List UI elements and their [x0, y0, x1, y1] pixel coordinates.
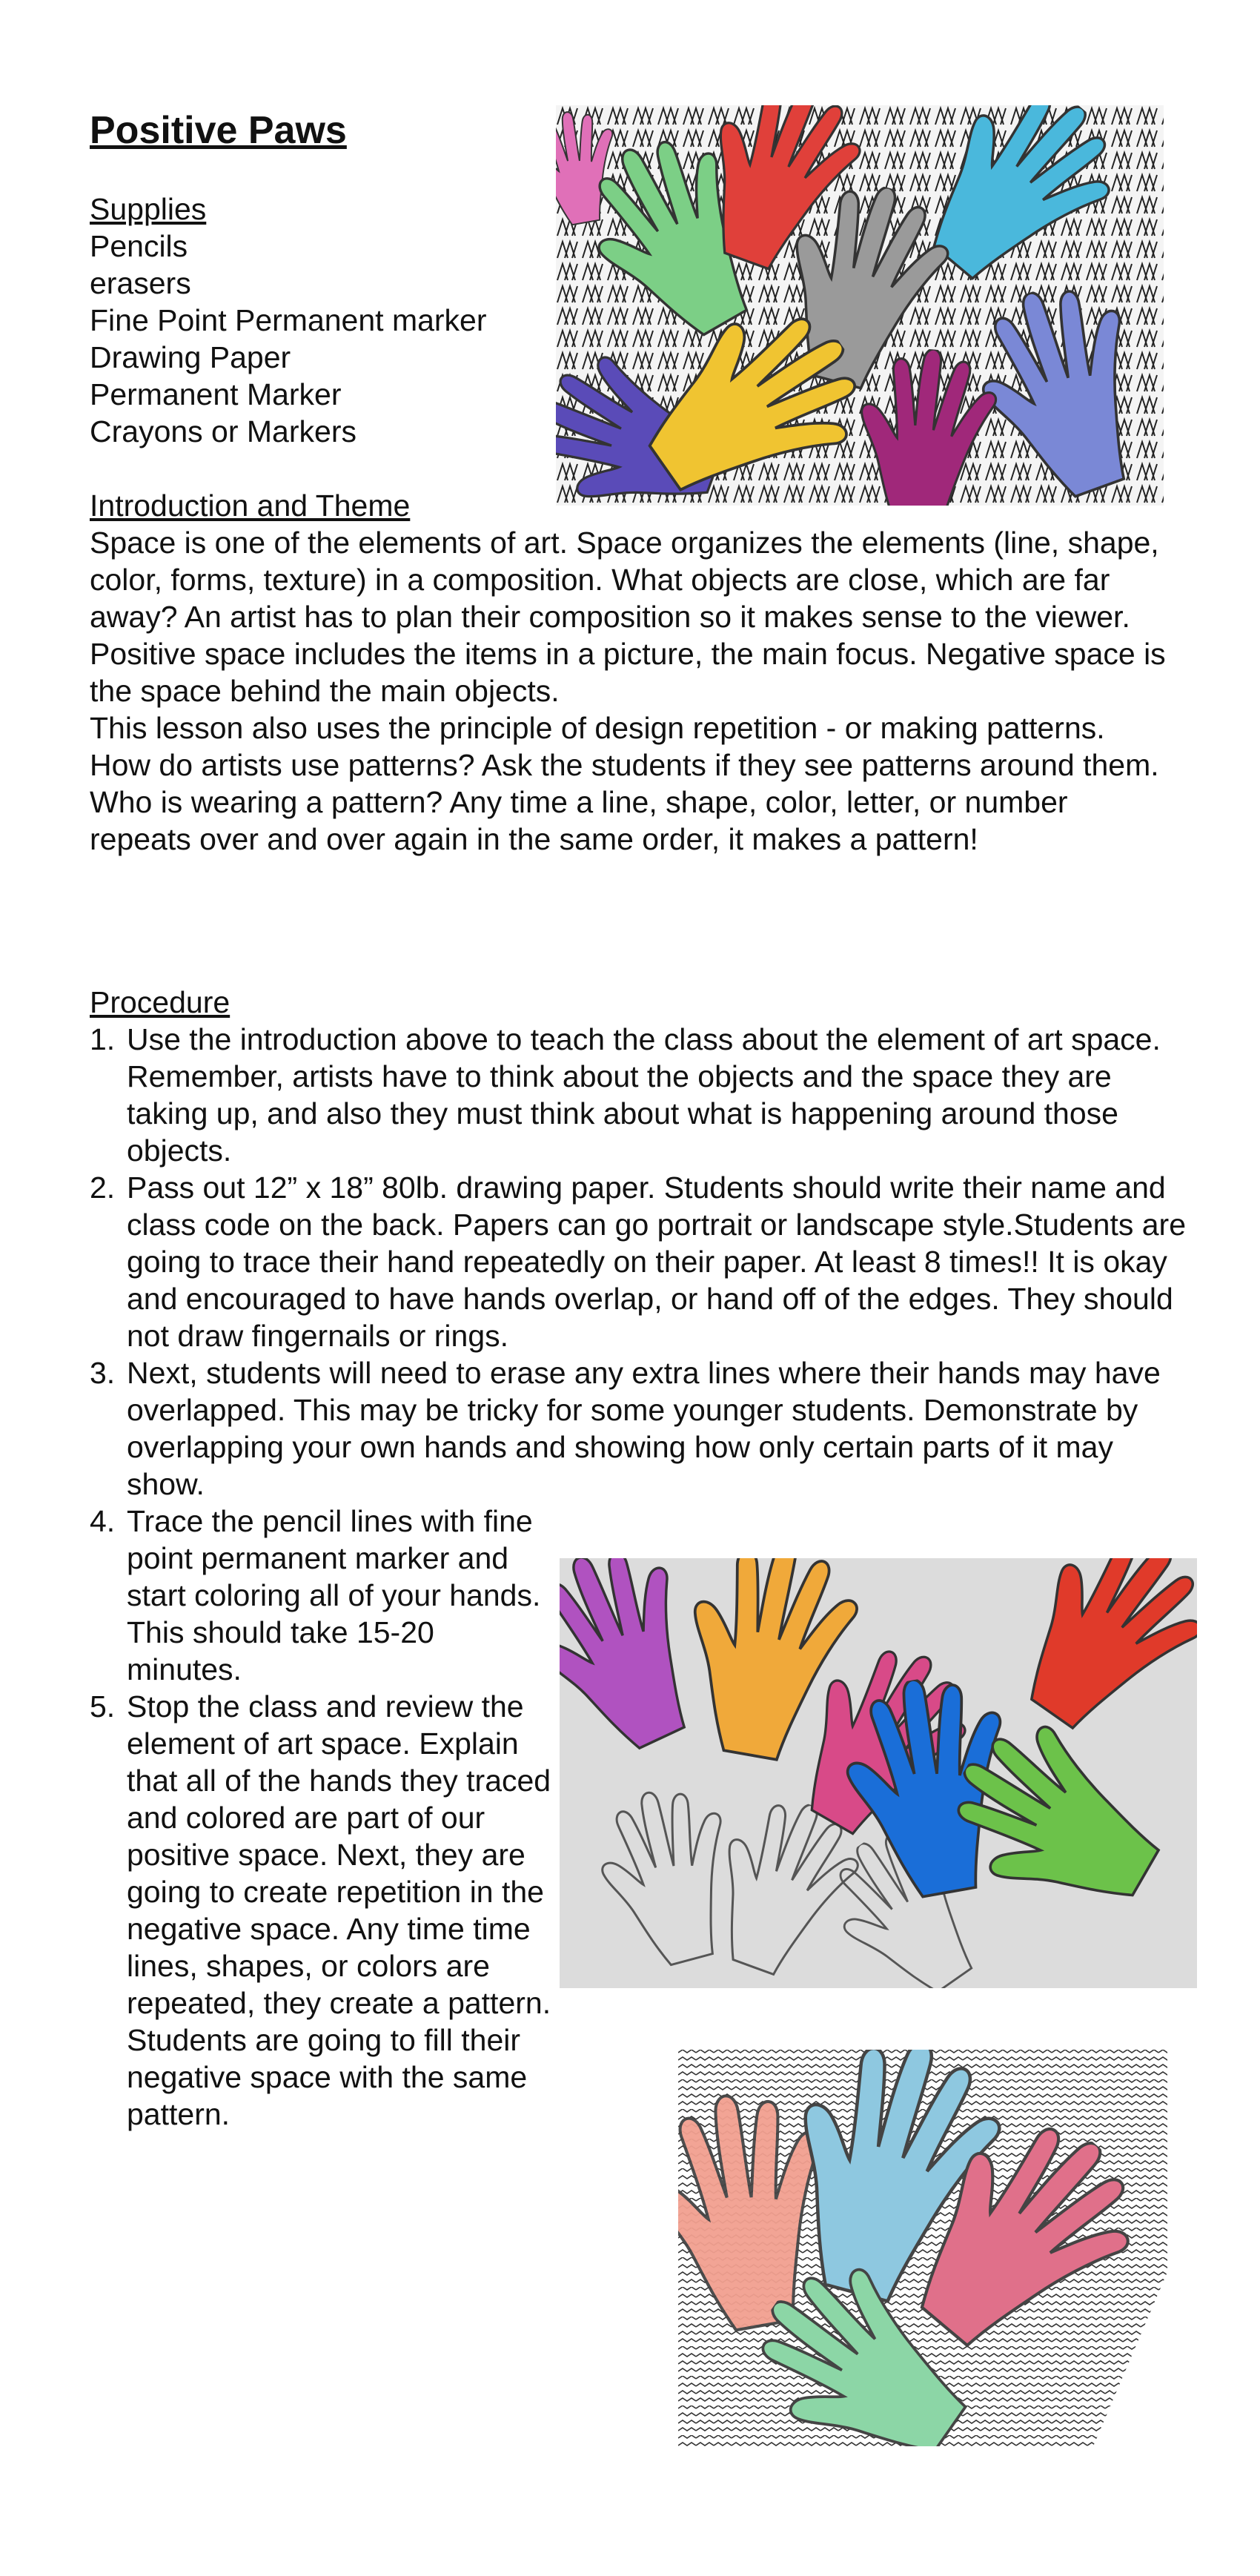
hands-pattern-artwork-photo: [556, 105, 1164, 506]
supply-item: Crayons or Markers: [90, 414, 357, 448]
procedure-heading: Procedure: [90, 985, 231, 1019]
supply-item: erasers: [90, 266, 191, 300]
procedure-step: [90, 1688, 557, 2133]
procedure-section: [90, 984, 1187, 2133]
step-text: Stop the class and review the element of art space. Explain that all of the hands they traced and colored are part of our positive space. Next, they are going to create repetition in the negative space. Any time time lines, shapes, or colors are repeated, they create a pattern. Students are going to fill their negative space with the same pattern.: [127, 1689, 551, 2131]
step-text: Use the introduction above to teach the class about the element of art space. Remember, artists have to think about the objects and the space they are taking up, and also they must think about what is happening around those objects.: [127, 1022, 1161, 1168]
procedure-step: [90, 1169, 1187, 1354]
step-number: 5.: [90, 1689, 116, 1724]
supply-item: Fine Point Permanent marker: [90, 303, 487, 337]
step-number: 3.: [90, 1356, 116, 1390]
page-title: Positive Paws: [90, 109, 347, 152]
watercolor-hands-pattern-photo: [678, 2050, 1167, 2446]
supply-item: Permanent Marker: [90, 377, 342, 411]
procedure-step: [90, 1354, 1187, 1503]
step-text: Next, students will need to erase any extra lines where their hands may have overlapped. This may be tricky for some younger students. Demonstrate by overlapping your own hands and showing how only certain parts of it may show.: [127, 1356, 1161, 1501]
introduction-paragraph-space: Space is one of the elements of art. Space organizes the elements (line, shape, color, forms, texture) in a composition. What objects are close, which are far away? An artist has to plan their composition so it makes sense to the viewer. Positive space includes the items in a picture, the main focus. Negative space is the space behind the main objects.: [90, 526, 1166, 708]
step-number: 2.: [90, 1171, 116, 1205]
step-text: Trace the pencil lines with fine point permanent marker and start coloring all of your hands. This should take 15-20 minutes.: [127, 1504, 541, 1686]
introduction-heading: Introduction and Theme: [90, 489, 411, 523]
procedure-steps: [90, 1021, 1187, 2133]
step-number: 1.: [90, 1022, 116, 1056]
introduction-paragraph-patterns: This lesson also uses the principle of design repetition - or making patterns. How do artists use patterns? Ask the students if they see patterns around them. Who is wearing a pattern? Any time a line, shape, color, letter, or number repeats over and over again in the same order, it makes a pattern!: [90, 711, 1159, 856]
procedure-step: [90, 1503, 557, 1688]
supply-item: Drawing Paper: [90, 340, 291, 374]
introduction-section: [90, 487, 1172, 858]
supply-item: Pencils: [90, 229, 188, 263]
procedure-step: [90, 1021, 1187, 1169]
supplies-section: [90, 191, 487, 450]
supplies-heading: Supplies: [90, 192, 207, 226]
step-number: 4.: [90, 1504, 116, 1538]
step-text: Pass out 12” x 18” 80lb. drawing paper. Students should write their name and class code on the back. Papers can go portrait or landscape style.Students are going to trace their hand repeatedly on their paper. At least 8 times!! It is okay and encouraged to have hands overlap, or hand off of the edges. They should not draw fingernails or rings.: [127, 1171, 1186, 1353]
